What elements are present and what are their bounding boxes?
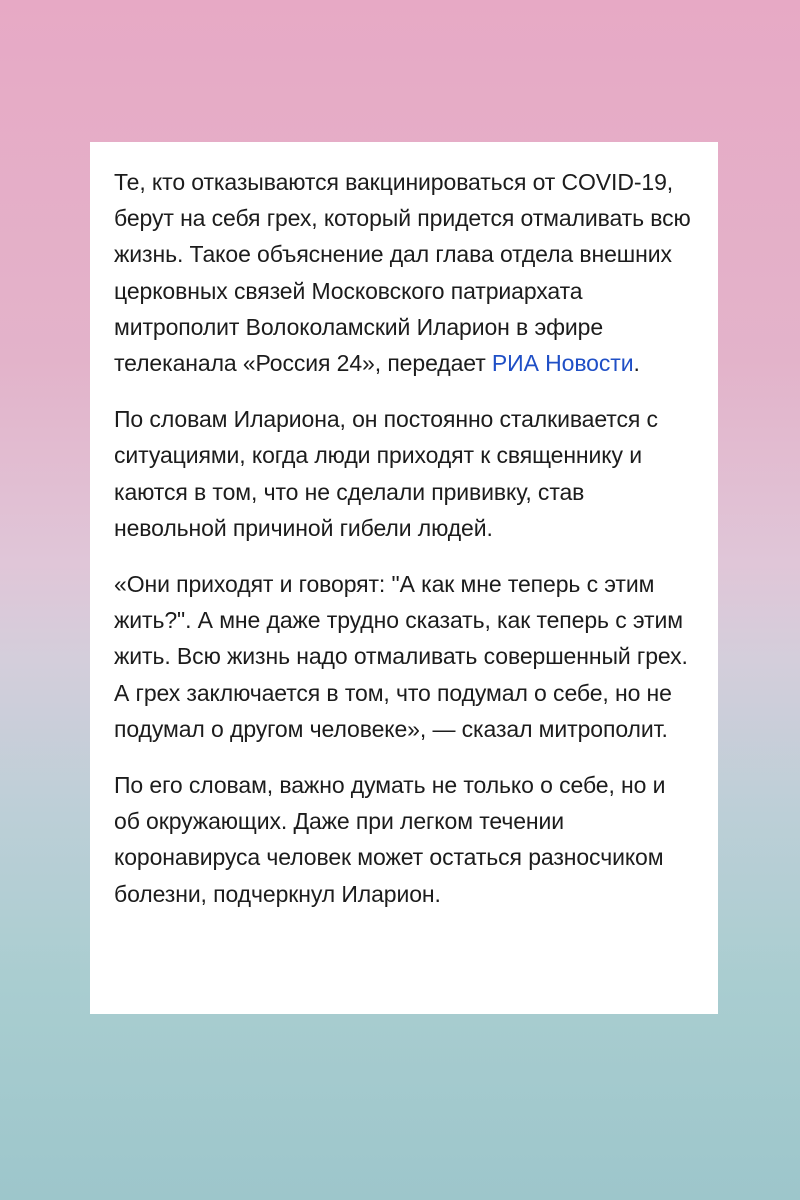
paragraph-1-end: . bbox=[633, 350, 640, 377]
article-paragraph-4: По его словам, важно думать не только о себе, но и об окружающих. Даже при легком течении коронавируса человек может остаться разносчиком болезни, подчеркнул Иларион. bbox=[114, 772, 666, 907]
article-card bbox=[90, 142, 718, 1014]
paragraph-1-text: Те, кто отказываются вакцинироваться от COVID-19, берут на себя грех, который придется отмаливать всю жизнь. Такое объяснение дал глава отдела внешних церковных связей Московского патриархата митрополит Волоколамский Иларион в эфире телеканала «Россия 24», передает bbox=[114, 169, 691, 377]
article-paragraph-3: «Они приходят и говорят: "А как мне теперь с этим жить?". А мне даже трудно сказать, как теперь с этим жить. Всю жизнь надо отмаливать совершенный грех. А грех заключается в том, что подумал о себе, но не подумал о другом человеке», — сказал митрополит. bbox=[114, 571, 688, 742]
ria-news-link[interactable]: РИА Новости bbox=[491, 350, 634, 377]
article-paragraph-1 bbox=[114, 164, 694, 381]
article-paragraph-2: По словам Илариона, он постоянно сталкивается с ситуациями, когда люди приходят к священнику и каются в том, что не сделали прививку, став невольной причиной гибели людей. bbox=[114, 406, 658, 541]
